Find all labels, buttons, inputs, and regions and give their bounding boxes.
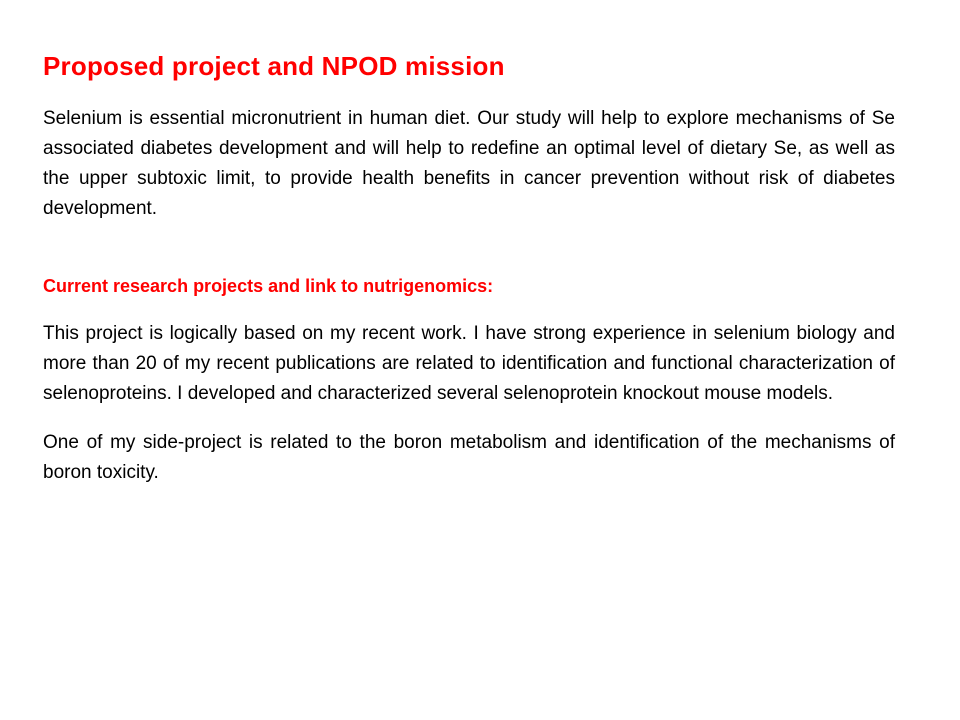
intro-paragraph: Selenium is essential micronutrient in human diet. Our study will help to explore mechanisms of Se associated diabetes development and will help to redefine an optimal level of dietary Se, as well as the upper subtoxic limit, to provide health benefits in cancer prevention without risk of diabetes development. xyxy=(43,108,895,219)
side-project-paragraph: One of my side-project is related to the boron metabolism and identification of the mechanisms of boron toxicity. xyxy=(43,432,895,483)
slide-title: Proposed project and NPOD mission xyxy=(43,51,505,81)
current-research-heading: Current research projects and link to nutrigenomics: xyxy=(43,276,494,296)
slide-content xyxy=(43,48,895,488)
project-paragraph: This project is logically based on my recent work. I have strong experience in selenium biology and more than 20 of my recent publications are related to identification and functional characterization of selenoproteins. I developed and characterized several selenoprotein knockout mouse models. xyxy=(43,323,895,404)
